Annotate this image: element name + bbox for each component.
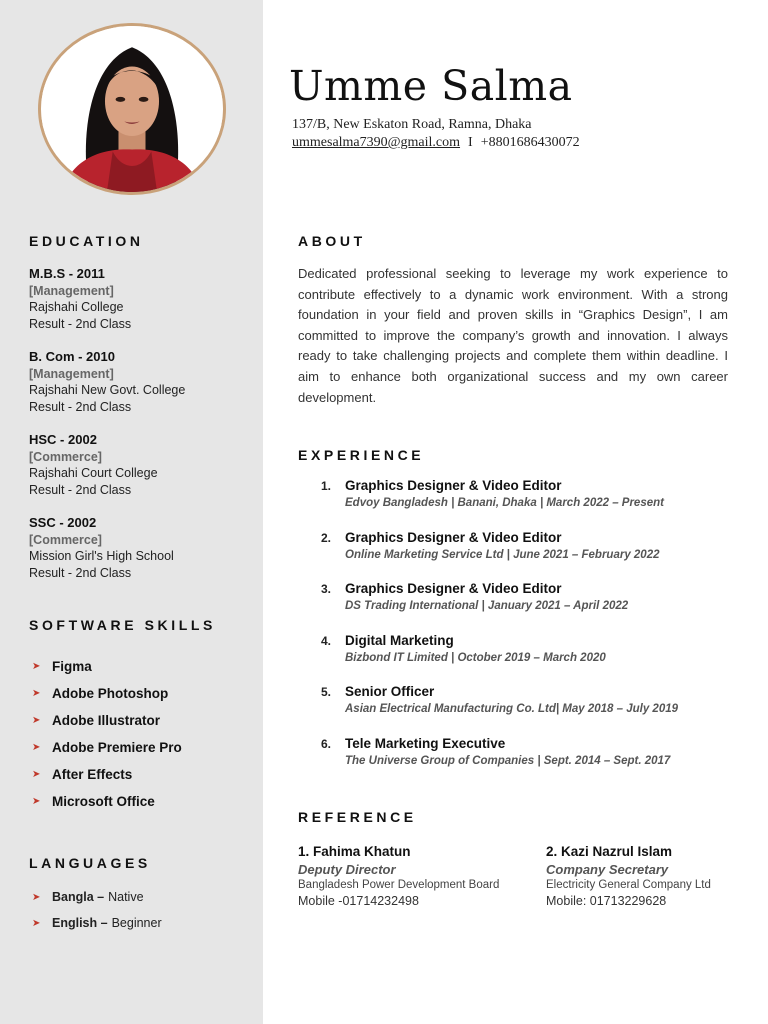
list-item [321, 477, 678, 529]
experience-role: Digital Marketing [345, 632, 454, 648]
experience-role: Senior Officer [345, 684, 435, 700]
software-skills-list [32, 653, 182, 815]
language-level: Native [108, 890, 144, 904]
reference-name: 2. Kazi Nazrul Islam [546, 844, 673, 859]
list-item [321, 529, 678, 581]
experience-heading: EXPERIENCE [298, 447, 425, 463]
list-item [321, 632, 678, 684]
list-item [32, 761, 182, 788]
language-name: English – [52, 916, 108, 930]
sidebar [0, 0, 263, 1024]
education-result: Result - 2nd Class [29, 399, 132, 414]
arrow-bullet-icon: ➤ [32, 715, 41, 726]
arrow-bullet-icon: ➤ [32, 769, 41, 780]
list-item [321, 683, 678, 735]
experience-details: Asian Electrical Manufacturing Co. Ltd| May 2018 – July 2019 [345, 703, 679, 716]
software-skills-heading: SOFTWARE SKILLS [29, 617, 216, 633]
candidate-name: Umme Salma [289, 62, 573, 110]
experience-number: 6. [321, 736, 332, 751]
main-content [263, 0, 768, 1024]
education-field: [Commerce] [29, 532, 102, 547]
experience-list [321, 477, 678, 787]
reference-item [298, 843, 499, 909]
experience-role: Graphics Designer & Video Editor [345, 478, 562, 493]
arrow-bullet-icon: ➤ [32, 796, 41, 807]
list-item [32, 884, 162, 910]
list-item [321, 735, 678, 787]
experience-number: 1. [321, 479, 332, 493]
skill-label: After Effects [52, 767, 133, 782]
languages-list [32, 884, 162, 936]
reference-name: 1. Fahima Khatun [298, 844, 411, 859]
reference-title: Deputy Director [298, 862, 396, 877]
experience-role: Tele Marketing Executive [345, 735, 506, 751]
list-item [32, 680, 182, 707]
education-field: [Management] [29, 283, 114, 298]
experience-role: Graphics Designer & Video Editor [345, 581, 562, 597]
experience-number: 4. [321, 633, 332, 648]
skill-label: Microsoft Office [52, 794, 155, 809]
experience-details: DS Trading International | January 2021 – April 2022 [345, 600, 629, 613]
arrow-bullet-icon: ➤ [32, 688, 41, 699]
experience-details: Bizbond IT Limited | October 2019 – March 2020 [345, 651, 606, 664]
education-result: Result - 2nd Class [29, 565, 132, 580]
education-result: Result - 2nd Class [29, 482, 132, 497]
list-item [32, 653, 182, 680]
contact-separator: I [468, 135, 473, 150]
education-institution: Rajshahi Court College [29, 466, 158, 481]
list-item [321, 580, 678, 632]
list-item [32, 788, 182, 815]
portrait-image [41, 26, 223, 192]
reference-organization: Electricity General Company Ltd [546, 879, 711, 891]
education-degree: M.B.S - 2011 [29, 266, 105, 281]
education-item [29, 515, 174, 581]
education-item [29, 266, 131, 332]
experience-number: 2. [321, 530, 332, 545]
education-field: [Management] [29, 366, 114, 381]
education-field: [Commerce] [29, 449, 102, 464]
education-institution: Rajshahi College [29, 300, 124, 315]
experience-details: Online Marketing Service Ltd | June 2021 – February 2022 [345, 548, 660, 561]
list-item [32, 734, 182, 761]
skill-label: Adobe Premiere Pro [52, 740, 182, 755]
phone-number: +8801686430072 [480, 135, 580, 150]
reference-organization: Bangladesh Power Development Board [298, 879, 500, 891]
about-heading: ABOUT [298, 233, 366, 249]
education-degree: B. Com - 2010 [29, 349, 115, 364]
arrow-bullet-icon: ➤ [32, 661, 41, 672]
language-name: Bangla – [52, 890, 105, 904]
arrow-bullet-icon: ➤ [32, 742, 41, 753]
skill-label: Figma [52, 659, 92, 674]
languages-heading: LANGUAGES [29, 855, 151, 871]
list-item [32, 910, 162, 936]
reference-mobile: Mobile -01714232498 [298, 894, 419, 908]
education-institution: Rajshahi New Govt. College [29, 383, 186, 398]
email-link[interactable]: ummesalma7390@gmail.com [292, 135, 461, 150]
education-item [29, 432, 158, 498]
education-institution: Mission Girl's High School [29, 549, 174, 564]
education-result: Result - 2nd Class [29, 316, 132, 331]
arrow-bullet-icon: ➤ [32, 917, 41, 929]
education-degree: HSC - 2002 [29, 432, 97, 447]
experience-details: Edvoy Bangladesh | Banani, Dhaka | March 2022 – Present [345, 497, 664, 509]
address: 137/B, New Eskaton Road, Ramna, Dhaka [292, 117, 532, 132]
experience-role: Graphics Designer & Video Editor [345, 529, 562, 545]
reference-mobile: Mobile: 01713229628 [546, 894, 667, 908]
arrow-bullet-icon: ➤ [32, 891, 41, 903]
reference-title: Company Secretary [546, 862, 669, 877]
profile-photo [38, 23, 226, 195]
education-item [29, 349, 185, 415]
education-degree: SSC - 2002 [29, 515, 97, 530]
list-item [32, 707, 182, 734]
skill-label: Adobe Illustrator [52, 713, 161, 728]
language-level: Beginner [111, 916, 162, 930]
contact-line [292, 135, 580, 151]
skill-label: Adobe Photoshop [52, 686, 169, 701]
reference-item [546, 843, 711, 909]
reference-heading: REFERENCE [298, 809, 417, 825]
experience-number: 5. [321, 685, 332, 700]
experience-details: The Universe Group of Companies | Sept. 2014 – Sept. 2017 [345, 754, 671, 767]
experience-number: 3. [321, 582, 332, 597]
about-text: Dedicated professional seeking to leverage my work experience to contribute effectively to a dynamic work environment. With a strong foundation in your field and proven skills in “Graphics Design”, I am committed to improve the company’s growth and innovation. I always ready to take challenging projects and complete them within deadline. I aim to enhance both organizational success and my own career development. [298, 266, 728, 405]
education-heading: EDUCATION [29, 233, 144, 249]
